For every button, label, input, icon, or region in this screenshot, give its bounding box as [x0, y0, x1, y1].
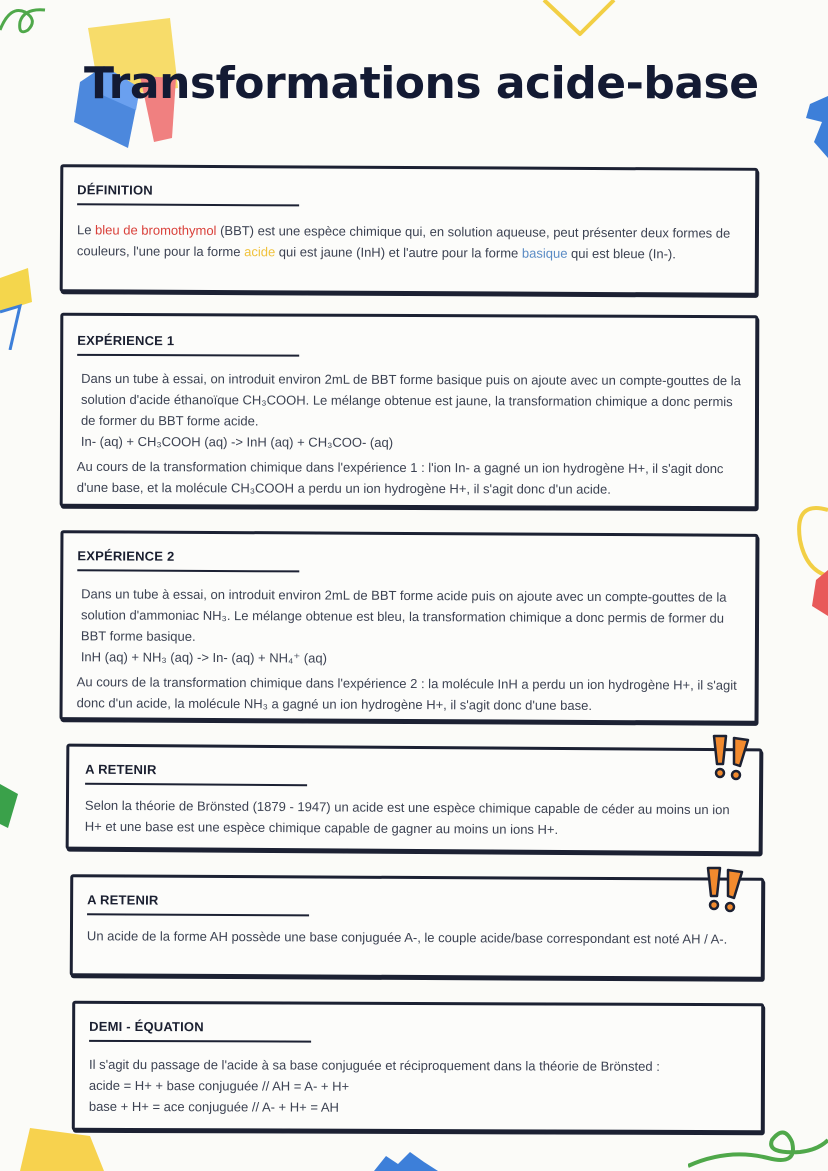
definition-heading: DÉFINITION — [77, 182, 299, 206]
demi-equation-intro: Il s'agit du passage de l'acide à sa base conjuguée et réciproquement dans la théorie de Brönsted : — [88, 1056, 660, 1074]
retenir-2-text: Un acide de la forme AH possède une base conjuguée A-, le couple acide/base correspondant est noté AH / A-. — [86, 928, 728, 947]
demi-equation-base: base + H+ = ace conjuguée // A- + H+ = AH — [88, 1098, 339, 1115]
blue-shape-decoration — [802, 96, 828, 158]
yellow-corner-decoration — [0, 268, 34, 350]
experience-2-equation: InH (aq) + NH₃ (aq) -> In- (aq) + NH₄⁺ (aq) — [80, 649, 328, 666]
retenir-2-heading: A RETENIR — [87, 892, 309, 916]
warning-exclamation-icon — [708, 734, 752, 782]
retenir-2-card — [70, 874, 765, 980]
warning-exclamation-icon — [702, 866, 746, 914]
definition-text-part: qui est bleue (In-). — [567, 245, 676, 262]
experience-1-equation: In- (aq) + CH₃COOH (aq) -> InH (aq) + CH₃COO- (aq) — [80, 433, 394, 450]
retenir-1-text: Selon la théorie de Brönsted (1879 - 1947) un acide est une espèce chimique capable de céder au moins un ion H+ et une base est une espèce chimique capable de gagner au moins un ions H+. — [84, 797, 730, 838]
definition-text-part: (BBT) est une espèce chimique qui, en solution aqueuse, peut présenter deux formes de couleurs, l'une pour la forme — [76, 222, 731, 260]
right-edge-decoration — [792, 500, 828, 620]
green-swirl-decoration — [0, 0, 60, 50]
blue-bottom-decoration — [374, 1150, 438, 1171]
experience-2-heading: EXPÉRIENCE 2 — [77, 548, 299, 572]
retenir-1-heading: A RETENIR — [85, 762, 307, 787]
experience-1-protocol: Dans un tube à essai, on introduit environ 2mL de BBT forme basique puis on ajoute avec un compte-gouttes de la solution d'acide éthanoïque CH₃COOH. Le mélange obtenue est jaune, la transformation chimique a donc permis de former du BBT forme acide. — [80, 370, 741, 429]
experience-2-conclusion: Au cours de la transformation chimique dans l'expérience 2 : la molécule InH a perdu un ion hydrogène H+, il s'agit donc d'un acide, la molécule NH₃ a gagné un ion hydrogène H+, il s'agit donc d'une base. — [76, 674, 737, 713]
retenir-1-card — [66, 744, 763, 855]
definition-card — [60, 164, 759, 296]
yellow-triangle-decoration — [540, 0, 620, 40]
experience-2-protocol: Dans un tube à essai, on introduit environ 2mL de BBT forme acide puis on ajoute avec un compte-gouttes de la solution d'ammoniac NH₃. Le mélange obtenue est bleu, la transformation chimique a donc permis de former du BBT forme basique. — [80, 586, 727, 644]
page-title: Transformations acide-base — [84, 58, 759, 109]
demi-equation-heading: DEMI - ÉQUATION — [89, 1019, 311, 1043]
experience-1-card — [60, 313, 759, 509]
bbt-highlight: bleu de bromothymol — [95, 222, 217, 238]
definition-text — [77, 219, 741, 264]
demi-equation-card — [72, 1001, 764, 1133]
basique-highlight: basique — [521, 245, 568, 261]
experience-2-card — [60, 530, 759, 724]
demi-equation-acide: acide = H+ + base conjuguée // AH = A- + H+ — [88, 1077, 350, 1094]
green-shape-decoration — [0, 780, 20, 830]
definition-text-part: Le — [76, 222, 96, 238]
definition-text-part: qui est jaune (InH) et l'autre pour la forme — [275, 244, 522, 261]
experience-1-conclusion: Au cours de la transformation chimique dans l'expérience 1 : l'ion In- a gagné un ion hydrogène H+, il s'agit donc d'une base, et la molécule CH₃COOH a perdu un ion hydrogène H+, il s'agit donc d'un acide. — [76, 458, 724, 497]
acide-highlight: acide — [244, 244, 276, 260]
experience-1-heading: EXPÉRIENCE 1 — [77, 333, 299, 357]
